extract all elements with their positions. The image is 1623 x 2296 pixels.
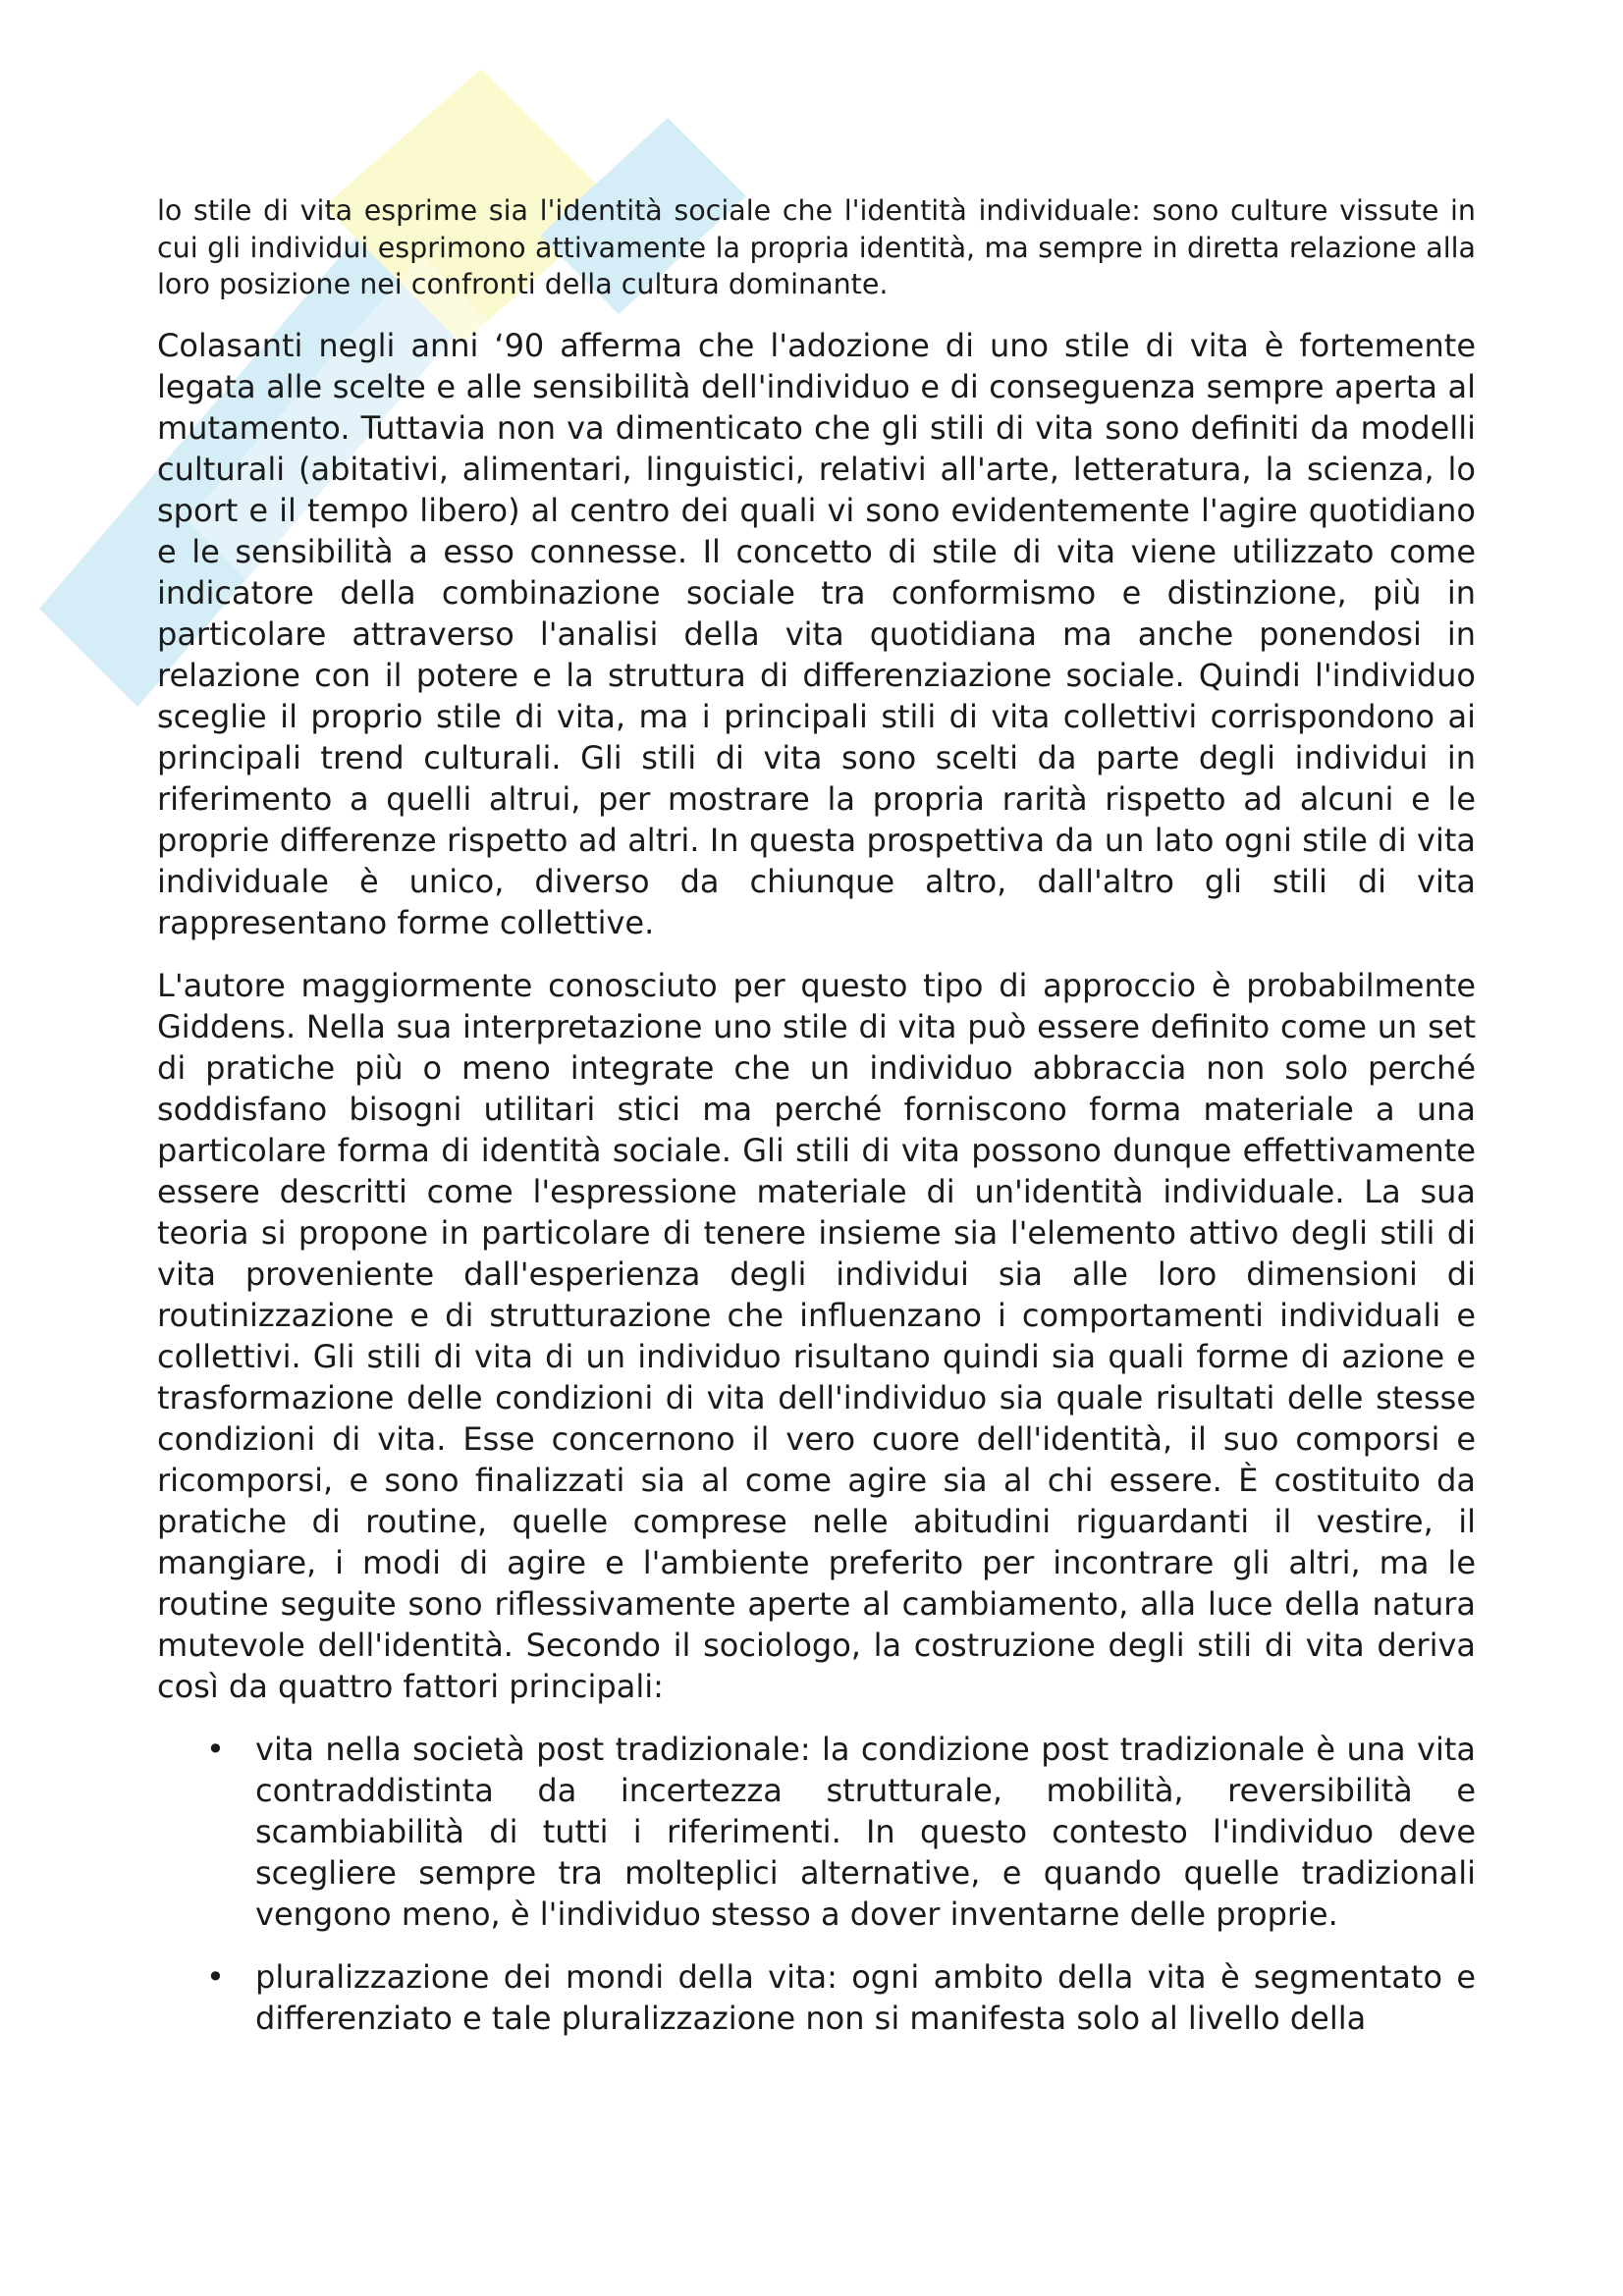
list-item [157, 1956, 1476, 2039]
paragraph-intro: lo stile di vita esprime sia l'identità sociale che l'identità individuale: sono culture vissute in cui gli individui esprimono attivamente la propria identità, ma sempre in diretta relazione alla loro posizione nei confronti della cultura dominante. [157, 194, 1476, 300]
bullet-icon: • [206, 1957, 225, 1996]
list-item [157, 1729, 1476, 1935]
list-item-text: vita nella società post tradizionale: la condizione post tradizionale è una vita contraddistinta da incertezza strutturale, mobilità, reversibilità e scambiabilità di tutti i riferimenti. In questo contesto l'individuo deve scegliere sempre tra molteplici alternative, e quando quelle tradizionali vengono meno, è l'individuo stesso a dover inventarne delle proprie. [255, 1730, 1476, 1933]
list-item-text: pluralizzazione dei mondi della vita: ogni ambito della vita è segmentato e differenziato e tale pluralizzazione non si manifesta solo al livello della [255, 1957, 1476, 2037]
factors-list [157, 1729, 1476, 2039]
paragraph-colasanti: Colasanti negli anni ‘90 afferma che l'adozione di uno stile di vita è fortemente legata alle scelte e alle sensibilità dell'individuo e di conseguenza sempre aperta al mutamento. Tuttavia non va dimenticato che gli stili di vita sono definiti da modelli culturali (abitativi, alimentari, linguistici, relativi all'arte, letteratura, la scienza, lo sport e il tempo libero) al centro dei quali vi sono evidentemente l'agire quotidiano e le sensibilità a esso connesse. Il concetto di stile di vita viene utilizzato come indicatore della combinazione sociale tra conformismo e distinzione, più in particolare attraverso l'analisi della vita quotidiana ma anche ponendosi in relazione con il potere e la struttura di differenziazione sociale. Quindi l'individuo sceglie il proprio stile di vita, ma i principali stili di vita collettivi corrispondono ai principali trend culturali. Gli stili di vita sono scelti da parte degli individui in riferimento a quelli altrui, per mostrare la propria rarità rispetto ad alcuni e le proprie differenze rispetto ad altri. In questa prospettiva da un lato ogni stile di vita individuale è unico, diverso da chiunque altro, dall'altro gli stili di vita rappresentano forme collettive. [157, 326, 1476, 941]
bullet-icon: • [206, 1730, 225, 1768]
paragraph-giddens: L'autore maggiormente conosciuto per questo tipo di approccio è probabilmente Giddens. Nella sua interpretazione uno stile di vita può essere definito come un set di pratiche più o meno integrate che un individuo abbraccia non solo perché soddisfano bisogni utilitari stici ma perché forniscono forma materiale a una particolare forma di identità sociale. Gli stili di vita possono dunque effettivamente essere descritti come l'espressione materiale di un'identità individuale. La sua teoria si propone in particolare di tenere insieme sia l'elemento attivo degli stili di vita proveniente dall'esperienza degli individui sia alle loro dimensioni di routinizzazione e di strutturazione che influenzano i comportamenti individuali e collettivi. Gli stili di vita di un individuo risultano quindi sia quali forme di azione e trasformazione delle condizioni di vita dell'individuo sia quale risultati delle stesse condizioni di vita. Esse concernono il vero cuore dell'identità, il suo comporsi e ricomporsi, e sono finalizzati sia al come agire sia al chi essere. È costituito da pratiche di routine, quelle comprese nelle abitudini riguardanti il vestire, il mangiare, i modi di agire e l'ambiente preferito per incontrare gli altri, ma le routine seguite sono riflessivamente aperte al cambiamento, alla luce della natura mutevole dell'identità. Secondo il sociologo, la costruzione degli stili di vita deriva così da quattro fattori principali: [157, 966, 1476, 1705]
document-body [157, 192, 1476, 2060]
